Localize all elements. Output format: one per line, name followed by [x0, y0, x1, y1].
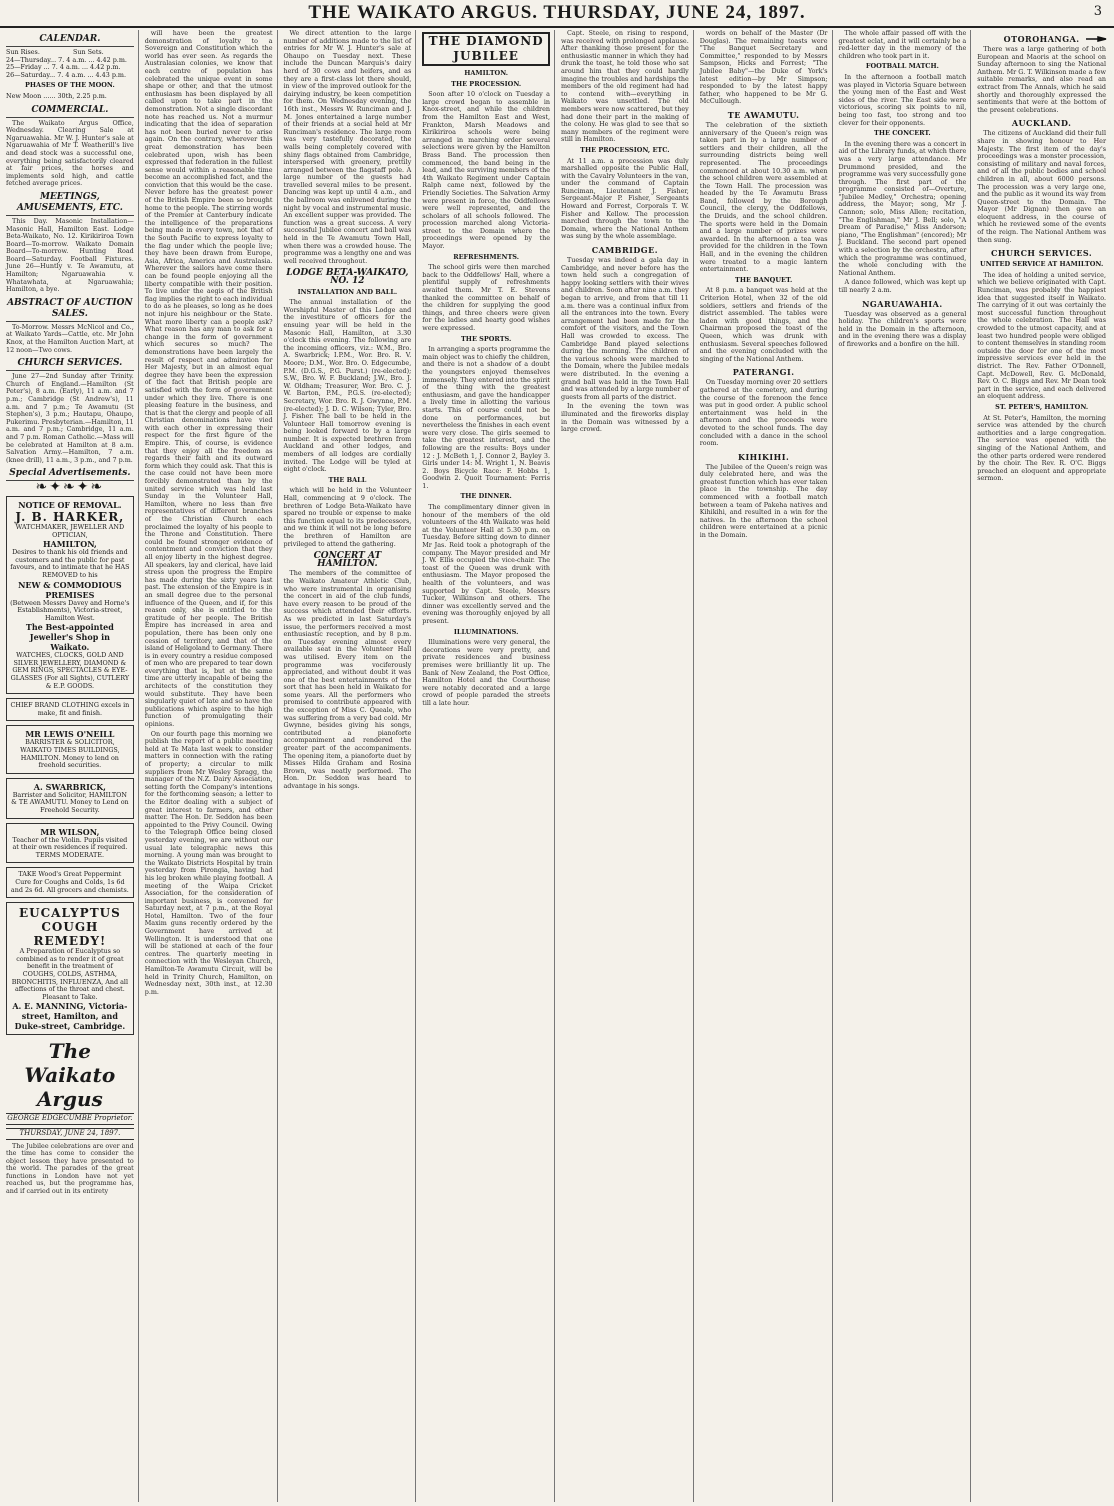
- te-awamutu-text: The celebration of the sixtieth anniversary of the Queen's reign was taken part in by a large number of settlers and their children, all the surrounding districts being well represented. The proceedings commenced at about 10.30 a.m. when the school children were assembled at the Town Hall. The procession was headed by the Te Awamutu Brass Band, followed by the Borough Council, the clergy, the Oddfellows, the Druids, and the school children. The sports were held in the Domain and a large number of prizes were awarded. In the afternoon a tea was provided for the children in the Town Hall, and in the evening the children were treated to a magic lantern entertainment.: [699, 120, 828, 274]
- local-news-2: We direct attention to the large number of additions made to the list of entries for Mr W. J. Hunter's sale at Ohaupo on Tuesday next. These include the Duncan Marquis's dairy herd of 30 cows and heifers, and as they are a first-class lot there should, in view of the improved outlook for the dairying industry, be keen competition for them. On Wednesday evening, the 16th inst., Messrs W. Runciman and J. M. Jones entertained a large number of their friends at a social held at Mr Runciman's residence. The large room was very tastefully decorated, the walls being completely covered with shiny flags obtained from Cambridge, interspersed with greenery, prettily arranged between the flagstaff pole. A large number of the guests had travelled several miles to be present. Dancing was kept up until 4 a.m., and the ballroom was enlivened during the night by vocal and instrumental music. An excellent supper was provided. The function was a great success. A very successful Jubilee concert and ball was held in the Te Awamutu Town Hall, when there was a crowded house. The programme was a lengthy one and was well received throughout.: [283, 30, 412, 265]
- harker-name: J. B. HARKER,: [15, 509, 125, 524]
- harker-subtitle: WATCHMAKER, JEWELLER AND OPTICIAN,: [15, 522, 125, 539]
- premises-title: NEW & COMMODIOUS PREMISES: [18, 579, 122, 600]
- illuminations-text: Illuminations were very general, the decorations were very pretty, and private residences and business premises were brilliantly lit up. The Bank of New Zealand, the Post Office, Hamilton Hotel and the Courthouse were notably decorated and a large crowd of people paraded the streets till a late hour.: [422, 638, 550, 707]
- church-services-text: June 27—2nd Sunday after Trinity. Church of England.—Hamilton (St Peter's), 8 a.m. (Early), 11 a.m. and 7 p.m.; Cambridge (St Andrew's), 11 a.m. and 7 p.m.; Te Awamutu (St Stephen's), 3 p.m.; Hautapu, Ohaupo, Pukerimu. Presbyterian.—Hamilton, 11 a.m. and 7 p.m.; Cambridge, 11 a.m. and 7 p.m. Roman Catholic.—Mass will be celebrated at Hamilton at 8 a.m. Salvation Army.—Hamilton, 7 a.m. (knee drill), 11 a.m., 3 p.m., and 7 p.m.: [6, 372, 134, 464]
- ball-subheading: THE BALL: [328, 475, 367, 484]
- eucalyptus-subtitle: A Preparation of Eucalyptus so combined as to render it of great benefit in the treatment of COUGHS, COLDS, ASTHMA, BRONCHITIS, INFLUENZA, And all affections of the throat and chest. Pleasant to Take.: [11, 947, 129, 1001]
- calendar-row: 24—Thursday... 7. 4 a.m. ... 4.42 p.m.: [6, 55, 127, 64]
- procession-text: Soon after 10 o'clock on Tuesday a large crowd began to assemble in Knox-street, and while the children from the Hamilton East and West, Frankton, Marsh Meadows and Kirikiriroa schools were being arranged in marching order several selections were given by the Hamilton Brass Band. The procession then commenced, the band being in the lead, and the surviving members of the 4th Waikato Regiment under Captain Ralph came next, followed by the Friendly Societies. The Salvation Army were present in force, the Oddfellows were well represented, and the scholars of all schools followed. The procession marched along Victoria-street to the Domain where the proceedings were opened by the Mayor.: [422, 90, 550, 251]
- toasts-text: words on behalf of the Master (Dr Douglas). The remaining toasts were "The Banquet Secretary and Committee," responded to by Messrs Sampson, Hicks and Forrest; "The Jubilee Baby"—the Duke of York's latest edition—by Mr Simpson; responded to by the latest happy father, who happened to be Mr G. McCullough.: [699, 30, 828, 106]
- eclat-text: The whole affair passed off with the greatest eclat, and it will certainly be a red-letter day in the memory of the children who took part in it.: [838, 30, 967, 60]
- swarbrick-name: A. SWARBRICK,: [33, 781, 106, 792]
- illuminations-subheading: ILLUMINATIONS.: [453, 627, 519, 636]
- swarbrick-subtitle: Barrister and Solicitor, HAMILTON & TE AWAMUTU. Money to Lend on Freehold Security.: [11, 790, 129, 814]
- calendar-heading: CALENDAR.: [6, 34, 134, 47]
- otorohanga-heading: OTOROHANGA.: [1003, 34, 1080, 44]
- column-7: [837, 30, 972, 1502]
- hamilton-subheading: HAMILTON.: [464, 69, 508, 77]
- argus-banner: The Waikato Argus: [24, 1039, 116, 1112]
- sun-rises-header: Sun Rises.: [6, 48, 40, 56]
- harker-advertisement: [6, 496, 134, 694]
- meetings-text: This Day. Masonic Installation—Masonic Hall, Hamilton East. Lodge Beta-Waikato, No. 12. Kirikiriroa Town Board—To-morrow. Waikato Domain Board—To-morrow. Hunting Road Board—Saturday. Football Fixtures. June 26—Huntly v. Te Awamutu, at Hamilton; Ngaruawahia v. Whatawhata, at Ngaruawahia; Hamilton, a bye.: [6, 216, 134, 294]
- pateranga-text: On Tuesday morning over 20 settlers gathered at the cemetery, and during the course of the forenoon the fence was put in good order. A public school entertainment was held in the afternoon and the proceeds were devoted to the school funds. The day concluded with a dance in the school room.: [699, 378, 828, 448]
- column-1: [4, 30, 139, 1502]
- lodge-text: The annual installation of the Worshipful Master of this Lodge and the investiture of officers for the ensuing year will be held in the Masonic Hall, Hamilton, at 3.30 o'clock this evening. The following are the incoming officers, viz.: W.M., Bro. A. Swarbrick; I.P.M., Wor. Bro. R. V. Moore; D.M., Wor. Bro. O. Edgecumbe, P.M. (D.G.S., P.G. Purst.) (re-elected); S.W., Bro. W. F. Buckland; J.W., Bro. J. W. Oldham; Treasurer, Wor. Bro. C. J. W. Barton, P.M., P.G.S. (re-elected); Secretary, Wor. Bro. R. J. Gwynne, P.M. (re-elected); J. D. C. Wilson; Tyler, Bro. J. Fisher. The ball to be held in the Volunteer Hall tomorrow evening is being looked forward to by a large number. It is expected brethren from Auckland and other lodges, and members of all lodges are cordially invited. The Lodge will be tyled at eight o'clock.: [283, 298, 412, 474]
- united-service-subheading: UNITED SERVICE AT HAMILTON.: [980, 260, 1104, 269]
- wilson-ad: [6, 823, 134, 864]
- cambridge-illuminations: In the evening the town was illuminated and the fireworks display in the Domain was witnessed by a large crowd.: [561, 402, 689, 434]
- sports-subheading: THE SPORTS.: [460, 334, 512, 343]
- football-subheading: FOOTBALL MATCH.: [865, 62, 939, 71]
- wilson-subtitle: Teacher of the Violin. Pupils visited at their own residences if required. TERMS MODERATE.: [12, 835, 128, 859]
- st-peters-subheading: ST. PETER'S, HAMILTON.: [995, 402, 1089, 411]
- lodge-heading: LODGE BETA-WAIKATO, NO. 12: [286, 268, 409, 286]
- oneill-name: MR LEWIS O'NEILL: [25, 729, 115, 740]
- st-peters-text: At St. Peter's, Hamilton, the morning service was attended by the church authorities and a large congregation. The service was opened with the singing of the National Anthem, and the other parts ordered were rendered by the choir. The Rev. R. O'C. Biggs preached an eloquent and appropriate sermon.: [977, 413, 1106, 483]
- harker-town: HAMILTON,: [42, 539, 97, 550]
- dinner-subheading: THE DINNER.: [460, 492, 512, 501]
- eucalyptus-ad: [6, 902, 134, 1035]
- premises-subtitle: (Between Messrs Davey and Horne's Establishments), Victoria-street, Hamilton West.: [10, 598, 130, 622]
- cambridge-heading: CAMBRIDGE.: [591, 245, 658, 256]
- auckland-heading: AUCKLAND.: [1011, 118, 1072, 129]
- wilson-name: MR WILSON,: [40, 826, 100, 837]
- calendar-row: 26—Saturday... 7. 4 a.m. ... 4.43 p.m.: [6, 70, 127, 79]
- meetings-heading: MEETINGS, AMUSEMENTS, ETC.: [6, 192, 134, 216]
- dinner-text: The complimentary dinner given in honour of the members of the old volunteers of the 4th Waikato was held at the Volunteer Hall at 5.30 p.m. on Tuesday. Before sitting down to dinner Mr Jas. Reid took a photograph of the company. The Mayor presided and Mr J. W. Ellis occupied the vice-chair. The toast of the Queen was drunk with enthusiasm. The Mayor proposed the health of the volunteers, and was supported by Capt. Steele, Messrs Tucker, Wilkinson and others. The dinner was excellently served and the evening was thoroughly enjoyed by all present.: [422, 503, 550, 625]
- response-text: Capt. Steele, on rising to respond, was received with prolonged applause. After thanking those present for the enthusiastic manner in which they had drunk the toast, he told those who sat around him that they could hardly imagine the troubles and hardships the members of the old regiment had had to contend with—everything in Waikato was unsettled. The old members were now scattered, but they had done their part in the making of the colony. He was glad to see that so many members of the regiment were still in Hamilton.: [561, 30, 689, 144]
- stock-heading: The Best-appointed Jeweller's Shop in Waikato.: [25, 622, 114, 653]
- auckland-text: The citizens of Auckland did their full share in showing honour to Her Majesty. The first item of the day's proceedings was a monster procession, consisting of military and naval forces, and of all the public bodies and school children in all, about 6000 persons. The procession was a very large one, and the public as it wound its way from Queen-street to the Domain. The Mayor (Mr Dignan) then gave an eloquent address, in the course of which he reviewed some of the events of the reign. The National Anthem was then sung.: [977, 129, 1106, 244]
- diamond-jubilee-heading: THE DIAMOND JUBILEE: [422, 32, 550, 66]
- concert-evening-text: In the evening there was a concert in aid of the Library funds, at which there was a very large attendance. Mr Drummond presided, and the programme was very successfully gone through. The first part of the programme consisted of—Overture, "Jubilee Medley," Orchestra; opening address, the Mayor; song, Mr J. Cannon; solo, Miss Allen; recitation, "The Englishman," Mr J. Bell; solo, "A Dream of Paradise," Miss Anderson; piano, "The Englishman" (encored); Mr J. Buckland. The second part opened with a selection by the orchestra, after which the programme was continued, the whole concluding with the National Anthem.: [838, 139, 967, 277]
- proprietor-line: GEORGE EDGECUMBE Proprietor.: [6, 1113, 134, 1125]
- concert-text: The members of the committee of the Waikato Amateur Athletic Club, who were instrumental in organising the concert in aid of the club funds, have every reason to be proud of the success which attended their efforts. As we predicted in last Saturday's issue, the performers received a most enthusiastic reception, and by 8 p.m. on Tuesday evening almost every available seat in the Volunteer Hall was utilised. Every item on the programme was vociferously appreciated, and without doubt it was one of the best entertainments of the sort that has been held in Waikato for some years. All the performers who promised to contribute appeared with the exception of Miss C. Queale, who was suffering from a very bad cold. Mr Gwynne, besides giving his songs, contributed a pianoforte accompaniment and rendered the greater part of the accompaniments. The opening item, a pianoforte duet by Misses Hilda Graham and Rosina Brown, was neatly performed. The Hon. Dr. Seddon was heard to advantage in his songs.: [283, 569, 412, 790]
- ornament-banner: ❧✦❧✦❧: [35, 479, 105, 496]
- newspaper-title: THE WAIKATO ARGUS. THURSDAY, JUNE 24, 1897.: [308, 2, 806, 23]
- manning-name: A. E. MANNING, Victoria-street, Hamilton, and Duke-street, Cambridge.: [12, 1001, 128, 1032]
- stock-list: WATCHES, CLOCKS, GOLD AND SILVER JEWELLERY, DIAMOND & GEM RINGS, SPECTACLES & EYE-GLASSES (For all Sights), CUTLERY & E.P. GOODS.: [10, 651, 130, 690]
- abstract-heading: ABSTRACT OF AUCTION SALES.: [6, 298, 134, 322]
- otorohanga-text: There was a large gathering of both European and Maoris at the school on Sunday afternoon to sing the National Anthem. Mr G. T. Wilkinson made a few suitable remarks, and also read an extract from The Annals, which he said shortly and thoroughly expressed the sentiments that were at the bottom of the present celebrations.: [977, 45, 1106, 114]
- leader-continuation: will have been the greatest demonstration of loyalty to a Sovereign and Constitution which the world has ever seen. As regards the Australasian colonies, we know that each centre of population has celebrated the unique event in some shape or other, and that the utmost enthusiasm has been displayed by all called upon to take part in the demonstration. Not a single discordant note has reached us. Not a murmur indicating that the idea of separation has not been buried never to arise again. On the contrary, wherever this great demonstration has been celebrated upon, wish has been expressed that federation in the fullest sense would within a reasonable time become an accomplished fact, and the conviction that this would be the case. Never before has the greatest power of the British Empire been so brought home to the people. The stirring words of the Premier at Canterbury indicate the intelligence of the preparations being made in every town, not that of the South Pacific to express loyalty to the flag under which the people live; they have been drawn from Europe, Asia, Africa, America and Australasia. Wherever the sailors have come there can be found people enjoying all the liberty compatible with their position. To live under the aegis of the British flag implies the right to each individual to do as he pleases, so long as he does not injure his neighbour or the State. What more liberty can a people ask? What reason has any man to ask for a change in the form of government which secures so much? The demonstrations have been largely the result of respect and admiration for Her Majesty, but in an almost equal degree they have been the expression of the fact that British people are satisfied with the form of government under which they live. There is one pleasing feature in the business, and that is that the clergy and people of all Christian denominations have vied with each other in expressing their respect for the first figure of the Empire. This, of course, is evidence that they enjoy all the freedom as regards their faith and its outward form which they could ask. That this is the case could not have been more forcibly demonstrated than by the united service which was held last Sunday in the Volunteer Hall, Hamilton, where no less than five representatives of different branches of the Christian Church each proclaimed the loyalty of his people to the Throne and Constitution. There could be found stronger evidence of contentment and conviction that they all enjoy liberty in the highest degree. All speakers, lay and clerical, have laid stress upon the progress the Empire has made during the sixty years last past. The extension of the Empire is in an small degree due to the personal influence of the Queen, and if, for this reason only, she is entitled to the gratitude of her people. The British Empire has increased in area and population, there has been only one cession of territory, and that of the island of Heligoland to Germany. There is in every country a residue composed of men who are prepared to tear down everything that is, but at the same time are utterly incapable of being the architects of the constitution they would substitute. They have been singularly quiet of late and so have the publications which aspire to the high function of promulgating their opinions.: [144, 30, 273, 729]
- sun-sets-header: Sun Sets.: [73, 48, 104, 56]
- page-number: 3: [1093, 4, 1102, 19]
- dance-text: A dance followed, which was kept up till nearly 2 a.m.: [838, 278, 967, 294]
- column-2: [143, 30, 278, 1502]
- commercial-text: The Waikato Argus Office, Wednesday. Clearing Sale at Ngaruawahia. Mr W. J. Hunter's sale at Ngaruawahia of Mr T. Weatherill's live and dead stock was a successful one, everything being satisfactorily cleared at fair prices, the horses and implements sold high, and cattle fetched average prices.: [6, 118, 134, 188]
- calendar-row: 25—Friday ... 7. 4 a.m. ... 4.42 p.m.: [6, 63, 121, 72]
- column-4: [420, 30, 555, 1502]
- procession-subheading: THE PROCESSION.: [451, 79, 522, 88]
- church-services-heading: CHURCH SERVICES.: [6, 358, 134, 371]
- ngaruawahia-heading: NGARUAWAHIA.: [862, 298, 943, 309]
- new-moon: New Moon ...... 30th, 2.25 p.m.: [6, 91, 107, 100]
- harker-text: Desires to thank his old friends and customers and the public for past favours, and to intimate that he HAS REMOVED to his: [10, 548, 130, 579]
- kihikihi-text: The Jubilee of the Queen's reign was duly celebrated here, and was the greatest function which has ever taken place in the township. The day commenced with a football match between a team of Pakeha natives and Kihikihi, and resulted in a win for the natives. In the afternoon the school children were entertained at a picnic in the Domain.: [699, 462, 828, 540]
- commercial-heading: COMMERCIAL.: [6, 105, 134, 118]
- concert-subheading: THE CONCERT.: [874, 129, 931, 138]
- te-awamutu-heading: TE AWAMUTU.: [727, 109, 800, 120]
- column-5: [559, 30, 694, 1502]
- ball-text: which will be held in the Volunteer Hall, commencing at 9 o'clock. The brethren of Lodge Beta-Waikato have spared no trouble or expense to make this function equal to its predecessors, and we think it will not be long before the brethren of Hamilton are privileged to attend the gathering.: [283, 486, 412, 548]
- column-6: [698, 30, 833, 1502]
- lodge-subheading: INSTALLATION AND BALL.: [297, 287, 398, 296]
- column-3: [282, 30, 417, 1502]
- oneill-ad: [6, 725, 134, 773]
- column-8: [975, 30, 1110, 1502]
- cambridge-text: Tuesday was indeed a gala day in Cambridge, and never before has the town held such a congregation of happy looking settlers with their wives and children. Soon after nine a.m. they began to arrive, and from that till 11 a.m. there was a continual influx from all the entrances into the town. Every arrangement had been made for the comfort of the visitors, and the Town Hall was crowded to excess. The Cambridge Band played selections during the morning. The children of the various schools were marched to the Domain, where the Jubilee medals were distributed. In the evening a grand ball was held in the Town Hall and was attended by a large number of guests from all parts of the district.: [561, 256, 689, 401]
- procession-etc-subheading: THE PROCESSION, ETC.: [580, 145, 670, 154]
- concert-heading: CONCERT AT HAMILTON.: [313, 551, 382, 569]
- sports-text: In arranging a sports programme the main object was to chiefly the children, and there is not a shadow of a doubt the youngsters enjoyed themselves immensely. They entered into the spirit of the thing with the greatest enthusiasm, and gave the handicapper a lively time in allotting the various starts. This of course could not be done on performances, but nevertheless the finishes in each event were very close. The girls seemed to take the greatest interest, and the following are the results: Boys under 12 : J. McBeth 1, J. Connor 2, Bayley 3. Girls under 14: M. Wright 1, N. Beavis 2. Boys Bicycle Race: F. Hobbs 1, Goodwin 2. Quoit Tournament: Ferris 1.: [422, 345, 551, 490]
- refreshments-text: The school girls were then marched back to the Oddfellows' Hall, where a plentiful supply of refreshments awaited them. Mr T. E. Stevens thanked the committee on behalf of the children for supplying the good things, and three cheers were given for the ladies and hearty good wishes were expressed.: [422, 263, 550, 332]
- special-ads-heading: Special Advertisements.: [6, 468, 134, 481]
- swarbrick-ad: [6, 778, 134, 819]
- woods-cure-ad: TAKE Wood's Great Peppermint Cure for Coughs and Colds, 1s 6d and 2s 6d. All grocers and chemists.: [6, 867, 134, 898]
- chief-brand-ad: CHIEF BRAND CLOTHING excels in make, fit and finish.: [6, 698, 134, 721]
- kihikihi-heading: KIHIKIHI.: [737, 451, 790, 462]
- oneill-subtitle: BARRISTER & SOLICITOR, WAIKATO TIMES BUILDINGS, HAMILTON. Money to lend on freehold securities.: [20, 738, 120, 770]
- issue-date: THURSDAY, JUNE 24, 1897.: [6, 1128, 134, 1140]
- eucalyptus-title: EUCALYPTUS COUGH REMEDY!: [18, 906, 121, 949]
- football-text: In the afternoon a football match was played in Victoria Square between the young men of the East and West sides of the river. The East side were victorious, scoring six points to nil, being too fast, too strong and too clever for their opponents.: [838, 72, 967, 127]
- moon-phases-heading: PHASES OF THE MOON.: [25, 81, 115, 90]
- banquet-text: At 8 p.m. a banquet was held at the Criterion Hotel, when 32 of the old soldiers, settlers and friends of the district assembled. The tables were laden with good things, and the Chairman proposed the toast of the Queen, which was drunk with enthusiasm. Several speeches followed and the evening concluded with the singing of the National Anthem.: [699, 286, 828, 363]
- abstract-text: To-Morrow. Messrs McNicol and Co., at Waikato Yards—Cattle, etc. Mr John Knox, at the Hamilton Auction Mart, at 12 noon—Two cows.: [6, 322, 134, 354]
- newspaper-columns: [4, 30, 1110, 1502]
- banquet-subheading: THE BANQUET.: [735, 275, 793, 284]
- procession-etc-text: At 11 a.m. a procession was duly marshalled opposite the Public Hall, with the Cavalry Volunteers in the van, under the command of Captain Runciman, Lieutenant J. Fisher, Sergeant-Major P. Fisher, Sergeants Howard and Forrest, Corporals T. W. Fisher and Kellow. The procession marched through the town to the Domain, where the National Anthem was sung by the whole assemblage.: [561, 156, 689, 241]
- church-services-heading-2: CHURCH SERVICES.: [991, 248, 1093, 259]
- leader-text: The Jubilee celebrations are over and the time has come to consider the object lesson they have presented to the world. The parades of the great functions in London have not yet reached us, but the programme has, and if carried out in its entirety: [6, 1141, 134, 1196]
- ngaruawahia-text: Tuesday was observed as a general holiday. The children's sports were held in the Domain in the afternoon, and in the evening there was a display of fireworks and a bonfire on the hill.: [838, 309, 967, 348]
- refreshments-subheading: REFRESHMENTS.: [453, 252, 520, 261]
- united-service-text: The idea of holding a united service, which we believe originated with Capt. Runciman, was probably the happiest idea that suggested itself in Waikato. The carrying of it out was certainly the most successful function throughout the whole celebration. The Hall was crowded to the utmost capacity, and at least two hundred people were obliged to content themselves in standing room outside the door for one of the most impressive services ever held in the district. The Rev. Father O'Donnell, Capt. McDowell, Rev. G. McDonald, Rev. O. C. Biggs and Rev. Mr Dean took part in the service, and each delivered an eloquent address.: [977, 270, 1106, 401]
- masthead: [0, 0, 1114, 28]
- local-news: On our fourth page this morning we publish the report of a public meeting held at Te Mata last week to consider matters in connection with the rating of property; a circular to milk suppliers from Mr Wesley Spragg, the manager of the N.Z. Dairy Association, setting forth the Company's intentions for the forthcoming season; a letter to the Editor dealing with a subject of great interest to farmers, and other matter. The Hon. Dr. Seddon has been appointed to the Privy Council. Owing to the Telegraph Office being closed yesterday evening, we are without our usual late telegraphic news this morning. A young man was brought to the Waikato Districts Hospital by train yesterday from Pirongia, having had his leg broken while playing football. A meeting of the Waipa Cricket Association, for the consideration of important business, is convened for Saturday next, at 7 p.m., at the Royal Hotel, Hamilton. Two of the four Maxim guns recently ordered by the Government have arrived at Wellington. It is understood that one will be stationed at each of the four centres. The quarterly meeting in connection with the Wesleyan Church, Hamilton-Te Awamutu Circuit, will be held in Trinity Church, Hamilton, on Wednesday next, 30th inst., at 12.30 p.m.: [144, 729, 273, 996]
- pateranga-heading: PATERANGI.: [732, 367, 795, 378]
- removal-notice-title: NOTICE OF REMOVAL.: [18, 499, 122, 510]
